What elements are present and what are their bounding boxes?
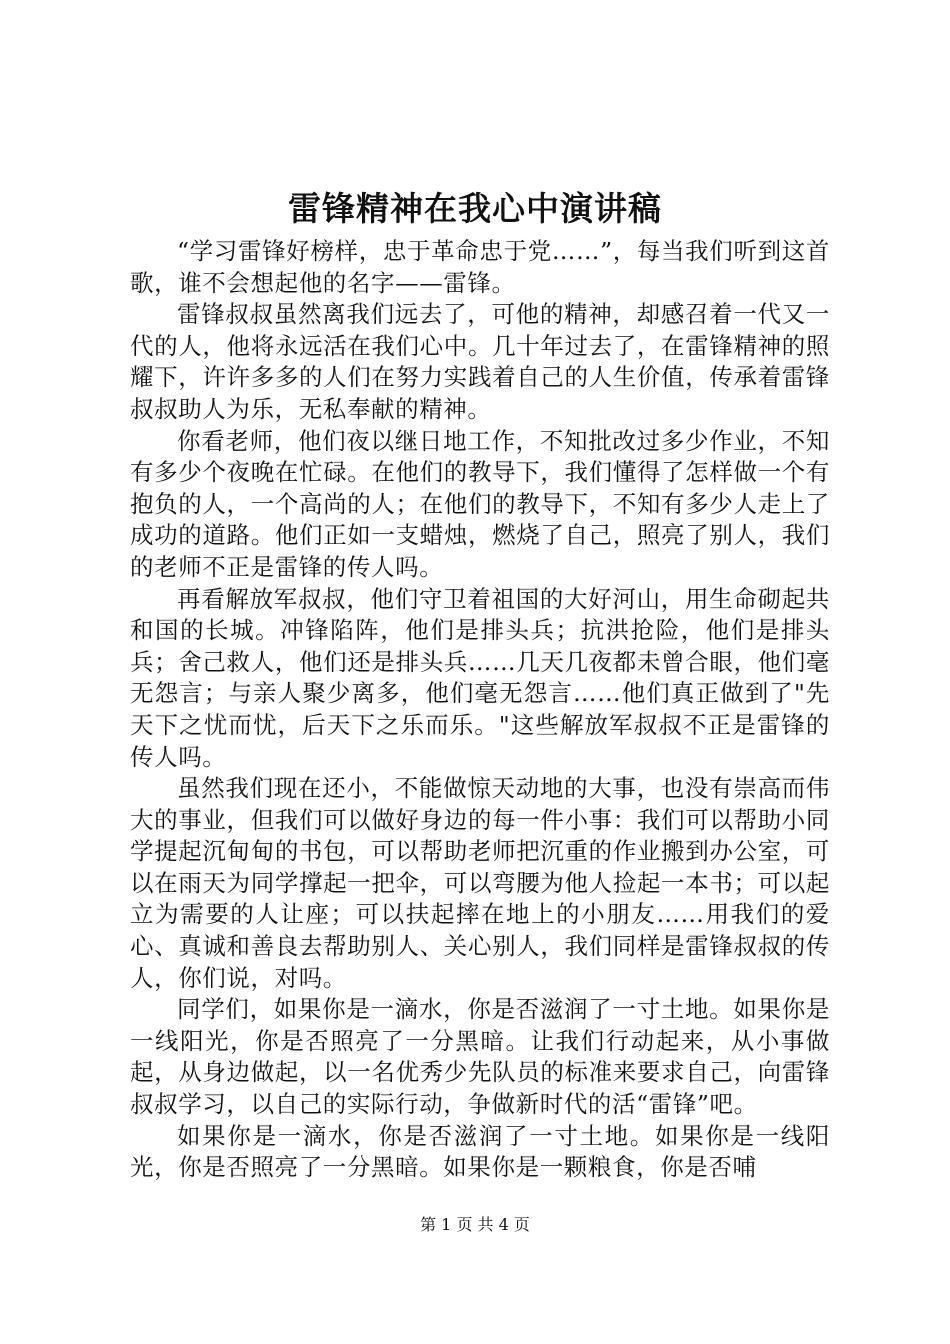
- paragraph-4: 再看解放军叔叔，他们守卫着祖国的大好河山，用生命砌起共和国的长城。冲锋陷阵，他们是排头兵；抗洪抢险，他们是排头兵；舍己救人，他们还是排头兵……几天几夜都未曾合眼，他们毫无怨言；与亲人聚少离多，他们毫无怨言……他们真正做到了"先天下之忧而忧，后天下之乐而乐。"这些解放军叔叔不正是雷锋的传人吗。: [130, 584, 830, 771]
- paragraph-3: 你看老师，他们夜以继日地工作，不知批改过多少作业，不知有多少个夜晚在忙碌。在他们的教导下，我们懂得了怎样做一个有抱负的人，一个高尚的人；在他们的教导下，不知有多少人走上了成功的道路。他们正如一支蜡烛，燃烧了自己，照亮了别人，我们的老师不正是雷锋的传人吗。: [130, 426, 830, 581]
- paragraph-5: 虽然我们现在还小，不能做惊天动地的大事，也没有崇高而伟大的事业，但我们可以做好身边的每一件小事：我们可以帮助小同学提起沉甸甸的书包，可以帮助老师把沉重的作业搬到办公室，可以在雨天为同学撑起一把伞，可以弯腰为他人捡起一本书；可以起立为需要的人让座；可以扶起摔在地上的小朋友……用我们的爱心、真诚和善良去帮助别人、关心别人，我们同样是雷锋叔叔的传人，你们说，对吗。: [130, 774, 830, 992]
- paragraph-6: 同学们，如果你是一滴水，你是否滋润了一寸土地。如果你是一线阳光，你是否照亮了一分黑暗。让我们行动起来，从小事做起，从身边做起，以一名优秀少先队员的标准来要求自己，向雷锋叔叔学习，以自己的实际行动，争做新时代的活“雷锋”吧。: [130, 995, 830, 1119]
- document-title: 雷锋精神在我心中演讲稿: [288, 189, 662, 228]
- paragraph-7: 如果你是一滴水，你是否滋润了一寸土地。如果你是一线阳光，你是否照亮了一分黑暗。如果你是一颗粮食，你是否哺: [130, 1121, 830, 1182]
- paragraph-1: “学习雷锋好榜样，忠于革命忠于党……”，每当我们听到这首歌，谁不会想起他的名字——雷锋。: [130, 237, 830, 297]
- page-number-footer: 第 1 页 共 4 页: [420, 1215, 530, 1234]
- paragraph-2: 雷锋叔叔虽然离我们远去了，可他的精神，却感召着一代又一代的人，他将永远活在我们心中。几十年过去了，在雷锋精神的照耀下，许许多多的人们在努力实践着自己的人生价值，传承着雷锋叔叔助人为乐，无私奉献的精神。: [130, 300, 830, 423]
- document-body: [130, 236, 830, 1184]
